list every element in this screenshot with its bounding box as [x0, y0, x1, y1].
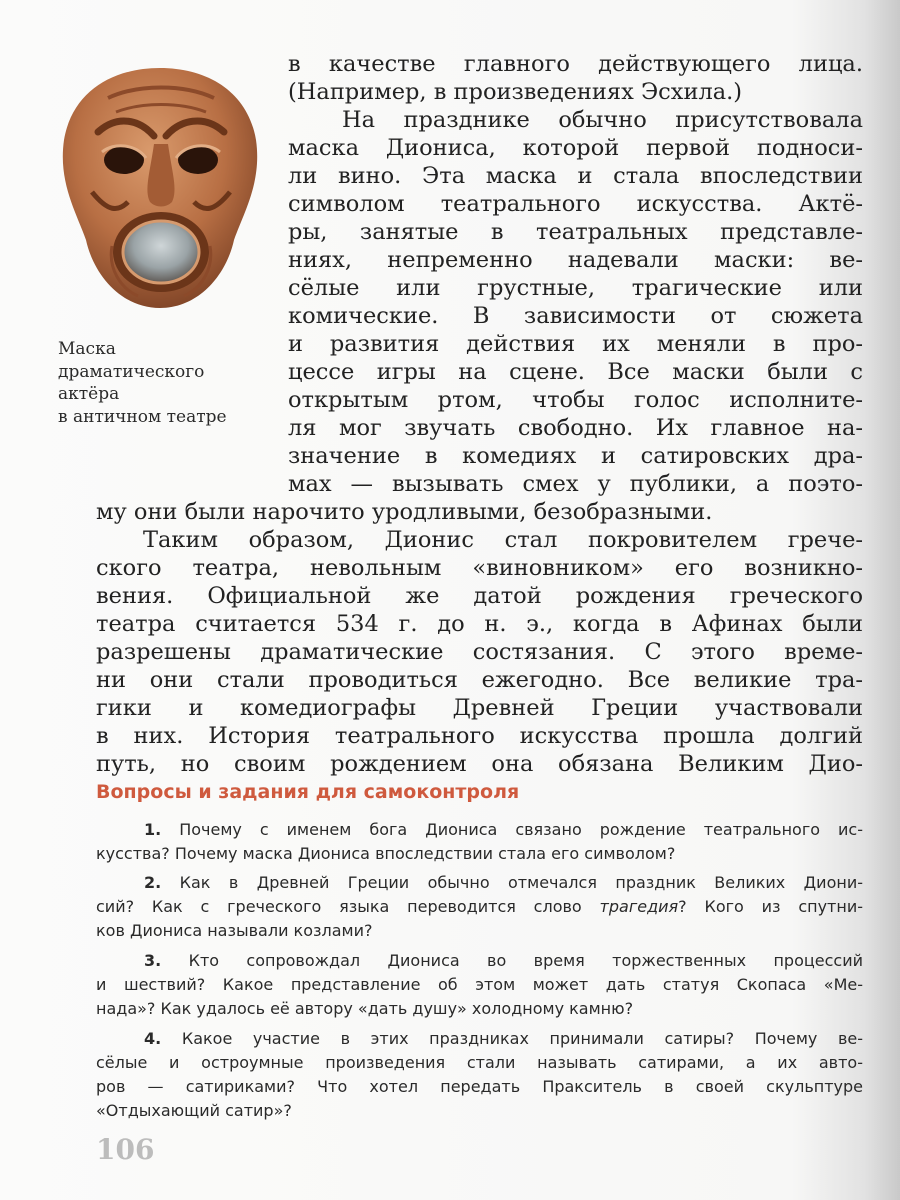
question-line: «Отдыхающий сатир»?	[96, 1101, 292, 1120]
question-line	[96, 818, 863, 842]
question-text: Как в Древней Греции обычно отмечался праздник Великих Диони-	[179, 873, 863, 892]
question-line	[96, 871, 863, 895]
question-line: ков Диониса называли козлами?	[96, 921, 373, 940]
question-text: Почему с именем бога Диониса связано рождение театрального ис-	[179, 820, 864, 839]
question-line: кусства? Почему маска Диониса впоследствии стала его символом?	[96, 844, 676, 863]
body-line: Таким образом, Дионис стал покровителем грече-	[143, 527, 863, 553]
question-text: Кто сопровождал Диониса во время торжественных процессий	[188, 951, 863, 970]
caption-line: в античном театре	[58, 406, 227, 427]
question-text: Какое участие в этих праздниках принимали сатиры? Почему ве-	[181, 1029, 863, 1048]
question-line: сёлые и остроумные произведения стали называть сатирами, а их авто-	[96, 1053, 863, 1072]
section-title: Вопросы и задания для самоконтроля	[96, 781, 520, 803]
body-line: разрешены драматические состязания. С этого време-	[96, 639, 863, 665]
caption-line: актёра	[58, 384, 120, 404]
body-line: вения. Официальной же датой рождения греческого	[96, 583, 863, 609]
body-line: открытым ртом, чтобы голос исполните-	[288, 387, 863, 413]
body-line: На празднике обычно присутствовала	[342, 107, 863, 133]
question-number: 2.	[144, 873, 162, 892]
body-line: комические. В зависимости от сюжета	[288, 303, 863, 329]
question-line: нада»? Как удалось её автору «дать душу» холодному камню?	[96, 999, 634, 1018]
body-line: ни они стали проводиться ежегодно. Все великие тра-	[96, 667, 863, 693]
question-line	[96, 949, 863, 973]
body-line: му они были нарочито уродливыми, безобразными.	[96, 499, 713, 525]
body-line: и развития действия их меняли в про-	[288, 331, 863, 357]
question-number: 4.	[144, 1029, 162, 1048]
caption-line: драматического	[58, 361, 205, 382]
body-line: ля мог звучать свободно. Их главное на-	[288, 415, 863, 441]
body-line: путь, но своим рождением она обязана Великим Дио-	[96, 751, 863, 777]
question-number: 1.	[144, 820, 162, 839]
figure-caption	[58, 338, 268, 428]
body-line: значение в комедиях и сатировских дра-	[288, 443, 863, 469]
body-line: ниях, непременно надевали маски: ве-	[288, 247, 863, 273]
theatre-mask-image	[58, 62, 263, 312]
body-line: театра считается 534 г. до н. э., когда в Афинах были	[96, 611, 863, 637]
caption-line: Маска	[58, 339, 116, 359]
body-line: маска Диониса, которой первой подноси-	[288, 135, 863, 161]
question-line: и шествий? Какое представление об этом может дать статуя Скопаса «Ме-	[96, 975, 863, 994]
body-line: сёлые или грустные, трагические или	[288, 275, 863, 301]
body-line: в них. История театрального искусства прошла долгий	[96, 723, 863, 749]
body-line: цессе игры на сцене. Все маски были с	[288, 359, 863, 385]
body-line: ского театра, невольным «виновником» его возникно-	[96, 555, 863, 581]
body-line: (Например, в произведениях Эсхила.)	[288, 79, 743, 105]
body-line: гики и комедиографы Древней Греции участвовали	[96, 695, 863, 721]
question-line	[96, 1027, 863, 1051]
body-line: мах — вызывать смех у публики, а поэто-	[288, 471, 863, 497]
page-number: 106	[96, 1133, 155, 1166]
body-line: ры, занятые в театральных представле-	[288, 219, 863, 245]
question-line: ров — сатириками? Что хотел передать Пракситель в своей скульптуре	[96, 1077, 863, 1096]
question-line: сий? Как с греческого языка переводится слово трагедия? Кого из спутни-	[96, 897, 864, 916]
italic-term: трагедия	[599, 897, 679, 916]
body-line: в качестве главного действующего лица.	[288, 51, 863, 77]
body-line: символом театрального искусства. Актё-	[288, 191, 863, 217]
body-line: ли вино. Эта маска и стала впоследствии	[288, 163, 863, 189]
question-number: 3.	[144, 951, 162, 970]
